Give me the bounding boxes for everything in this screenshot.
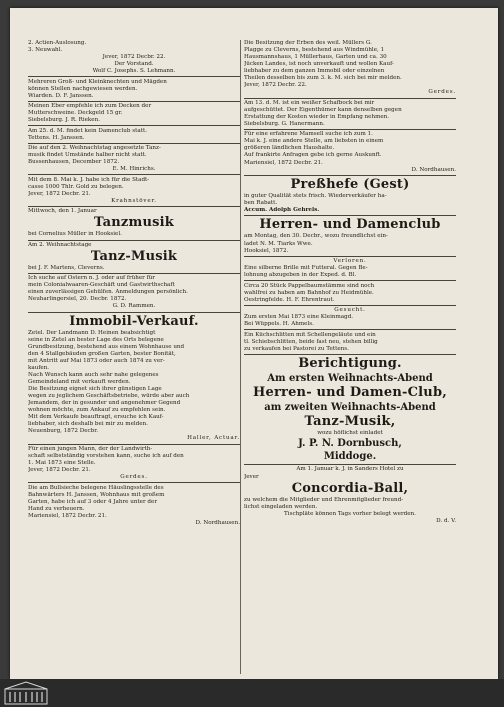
right-text-line: Am ersten Weihnachts-Abend (267, 373, 433, 385)
right-separator (244, 98, 456, 99)
right-text-line: Am 1. Januar k. J. in Sanders Hotel zu (296, 466, 404, 473)
left-text-line: wohnen möchte, zum Ankauf zu empfehlen sein. (28, 407, 166, 414)
right-text-line: Herren- und Damen-Club, (253, 385, 447, 401)
left-text-line: Siebelsburg. J. R. Rieken. (28, 117, 100, 124)
left-text-line: können Stellen nachgewiesen werden. (28, 85, 138, 92)
right-text-line: tl. Schiebschlitten, beide fast neu, stehen billig (244, 338, 378, 345)
right-separator (244, 256, 456, 257)
right-text-line: Mai k. J. eine andere Stelle, am liebsten in einem (244, 138, 384, 145)
right-text-line: zu verkaufen bei Pastorei zu Tettens. (244, 345, 349, 352)
left-separator (28, 482, 240, 483)
left-text-line: Jever, 1872 Decbr. 21. (28, 467, 91, 474)
left-text-line: Mit dem Verkaufe beauftragt, ersuche ich Kauf- (28, 414, 164, 421)
right-text-line: Die Besitzung der Erben des weil. Müllers G. (244, 40, 372, 46)
left-text-line: Gemeindeland mit verkauft werden. (28, 379, 131, 386)
left-text-line: D. Nordhausen. (195, 519, 240, 526)
left-text-line: bei J. F. Martens, Cleverns. (28, 264, 105, 271)
left-text-line: Am 2. Weihnachtstage (28, 241, 92, 248)
left-separator (28, 444, 240, 445)
right-text-line: Auf frankirte Anfragen gebe ich gerne Auskunft. (244, 152, 382, 159)
left-text-line: liebhaber, sich deshalb bei mir zu melden. (28, 421, 148, 428)
right-separator (244, 280, 456, 281)
left-text-line: 2. Actien-Auslosung. (28, 40, 87, 46)
left-text-line: Bussenhausen, December 1872. (28, 159, 120, 166)
right-text-line: Verloren. (333, 258, 367, 264)
left-text-line: mein Colonialwaaren-Geschäft und Gastwirthschaft (28, 282, 175, 289)
right-separator (244, 329, 456, 330)
right-text-line: Bei Wüppels. H. Ahmels. (244, 321, 314, 328)
column-divider (240, 40, 241, 674)
left-text-line: einen zuverlässigen Gehülfen. Anmeldungen persönlich. (28, 289, 188, 296)
right-text-line: Middoge. (323, 451, 377, 463)
left-text-line: G. D. Rammen. (112, 303, 156, 310)
left-separator (28, 206, 240, 207)
left-text-line: Jever, 1872 Decbr. 21. (28, 190, 91, 197)
right-column (244, 40, 456, 674)
left-text-line: 3. Neuwahl. (28, 47, 63, 54)
left-text-line: mit Antritt auf Mai 1873 oder auch 1874 zu ver- (28, 357, 165, 364)
left-text-line: 1. Mai 1873 eine Stelle. (28, 460, 96, 466)
right-text-line: lichst eingeladen werden. (244, 503, 318, 510)
right-text-line: Siebelsburg. G. Hanermann. (244, 120, 325, 127)
right-text-line: D. d. V. (436, 517, 456, 524)
right-text-line: Am 13. d. M. ist ein weißer Schafbock bei mir (244, 99, 375, 106)
left-text-line: musik findet Umstände halber nicht statt. (28, 152, 147, 159)
right-text-line: Preßhefe (Gest) (290, 176, 410, 192)
right-text-line: wahlfrei zu haben am Bahnhof zu Heidmühle. (244, 289, 374, 296)
left-text-line: Neuenburg, 1872 Decbr. (28, 428, 99, 435)
right-text-line: Gesucht. (334, 307, 366, 314)
right-text-line: Accum. Adolph Gehrels. (244, 207, 320, 214)
left-text-line: Grundbesitzung, bestehend aus einem Wohnhause und (28, 343, 185, 350)
left-text-line: wegen zu jeglichem Geschäftsbetriebe, würde aber auch (28, 393, 190, 400)
right-text-line: Zum ersten Mai 1873 eine Kleinmagd. (244, 314, 354, 321)
right-text-line: Jever, 1872 Decbr. 22. (244, 82, 307, 89)
right-text-line: liebhaber zu dem ganzen Immobil oder einzelnen (244, 68, 385, 75)
left-text-line: kaufen. (28, 365, 50, 372)
right-text-line: Tanz-Musik, (304, 414, 396, 430)
left-text-line: Hand zu verheuern. (28, 505, 85, 512)
left-separator (28, 125, 240, 126)
left-separator (28, 240, 240, 241)
left-text-line: den 4 Stallgebäuden großen Garten, bester Bonität, (28, 350, 176, 357)
right-text-line: Tischpläte können Tags vorher belegt werden. (284, 510, 416, 517)
left-column (28, 40, 240, 674)
left-text-line: seine in Zetel an bester Lage des Orts belegene (28, 336, 164, 343)
left-text-line: E. M. Hinrichs. (112, 166, 156, 173)
right-text-line: Ein Küchschlitten mit Schellengeläute und ein (244, 331, 376, 338)
right-text-line: am zweiten Weihnachts-Abend (264, 402, 436, 414)
right-separator (244, 175, 456, 176)
right-text-line: Hooksiel, 1872. (244, 247, 289, 254)
left-text-line: casse 1000 Thlr. Gold zu belegen. (28, 183, 124, 190)
right-text-line: ben Rabatt. (244, 200, 278, 207)
right-text-line: zu welchem die Mitglieder und Ehrenmitglieder freund- (244, 496, 404, 503)
left-text-line: Garten, habe ich auf 3 oder 4 Jahre unter der (28, 498, 157, 505)
right-text-line: am Montag, den 30. Decbr., wozu freundlichst ein- (244, 233, 388, 240)
left-text-line: bei Cornelius Müller in Hooksiel. (28, 231, 122, 238)
left-text-line: Nach Wunsch kann auch sehr nahe gelegenes (28, 372, 159, 379)
right-text-line: Erstattung der Kosten wieder in Empfang nehmen. (244, 113, 390, 120)
left-text-line: Ich suche auf Ostern n. J. oder auf früher für (28, 275, 155, 282)
left-text-line: Immobil-Verkauf. (69, 313, 199, 329)
left-text-line: Bahnwärters H. Janssen, Wohnhaus mit großem (28, 491, 165, 498)
left-text-line: Tettens. H. Janssen. (28, 134, 85, 141)
viewer-footer-bar (0, 679, 504, 707)
left-text-line: Mariensiel, 1872 Decbr. 21. (28, 512, 107, 519)
right-text-line: Circa 20 Stück Pappelbaumstämme sind noch (244, 282, 375, 289)
left-text-line: schaft selbstständig vorstehen kann, suche ich auf den (28, 452, 184, 459)
right-text-line: Oestringfelde. H. F. Ehrentraut. (244, 296, 335, 303)
right-text-line: J. P. N. Dornbusch, (298, 438, 402, 450)
left-text-line: Meinen Eber empfehle ich zum Decken der (28, 103, 152, 110)
right-text-line: D. Nordhausen. (411, 166, 456, 173)
right-separator (244, 129, 456, 130)
right-text-line: Berichtigung. (298, 356, 402, 372)
left-text-line: Mutterschweine. Deckgeld 15 gr. (28, 110, 123, 117)
left-separator (28, 273, 240, 274)
left-text-line: Die am Bullsieche belegene Häuslingsstelle des (28, 484, 164, 491)
left-separator (28, 101, 240, 102)
right-text-line: lohnung abzugeben in der Exped. d. Bl. (244, 272, 357, 279)
right-text-line: wozu höflichst einladet (317, 430, 383, 437)
right-text-line: Für eine erfahrene Mamsell suche ich zum 1. (244, 131, 373, 138)
right-text-line: Eine silberne Brille mit Futteral. Gegen Be- (244, 265, 368, 272)
right-text-line: aufgeschüttet. Der Eigenthümer kann denselben gegen (244, 106, 402, 113)
left-text-line: Mit dem 8. Mai k. J. habe ich für die Stadt- (28, 176, 150, 183)
right-separator (244, 305, 456, 306)
left-separator (28, 76, 240, 77)
right-text-line: Gerdes. (428, 89, 456, 96)
left-text-line: Die auf den 2. Weihnachtstag angesetzte Tanz- (28, 145, 161, 152)
left-text-line: Die Besitzung eignet sich ihrer günstigen Lage (28, 386, 162, 393)
left-text-line: Tanz-Musik (90, 248, 178, 264)
right-text-line: Hausmannshaus, 1 Müllerhaus, Garten und ca. 30 (244, 54, 387, 61)
right-text-line: Theilen desselben bis zum 3. k. M. sich bei mir melden. (244, 75, 402, 82)
left-text-line: Krahnstöver. (111, 197, 157, 204)
left-text-line: Wolf C. Josephs. S. Lehmann. (92, 68, 176, 75)
left-text-line: Wiarden. D. F. Janssen. (28, 92, 94, 99)
right-text-line: Plagge zu Cleverns, bestehend aus Windmühle, 1 (244, 47, 385, 54)
right-separator (244, 464, 456, 465)
left-text-line: Für einen jungen Mann, der der Landwirth- (28, 445, 153, 452)
right-text-line: Jücken Landes, ist noch unverkauft und wollen Kauf- (244, 61, 394, 68)
left-separator (28, 312, 240, 313)
left-text-line: Tanzmusik (94, 215, 174, 231)
right-text-line: in guter Qualität stets frisch. Wiederverkäufer ha- (244, 192, 387, 199)
left-separator (28, 174, 240, 175)
left-separator (28, 143, 240, 144)
right-text-line: Concordia-Ball, (291, 480, 409, 496)
right-text-line: Jever (244, 473, 259, 480)
right-separator (244, 354, 456, 355)
right-text-line: größeren ländlichen Haushalte. (244, 145, 335, 152)
left-text-line: Jemandem, der in gesunder und angenehmer Gegend (28, 400, 181, 407)
left-text-line: Mehreren Groß- und Kleinknechten und Mägden (28, 78, 167, 85)
left-text-line: Mittwoch, den 1. Januar (28, 208, 97, 215)
left-text-line: Am 25. d. M. findet kein Damenclub statt. (28, 127, 147, 134)
right-text-line: Herren- und Damenclub (259, 217, 441, 233)
right-text-line: ladet N. M. Tiarks Wwe. (244, 240, 313, 247)
right-separator (244, 215, 456, 216)
library-building-logo (4, 681, 48, 705)
right-text-line: Mariensiel, 1872 Decbr. 21. (244, 159, 323, 166)
left-text-line: Zetel. Der Landmann D. Heinen beabsichtigt (28, 329, 156, 336)
left-text-line: Haller, Actuar. (187, 435, 240, 442)
left-text-line: Der Vorstand. (114, 61, 154, 68)
left-text-line: Gerdes. (120, 474, 148, 481)
left-text-line: Jever, 1872 Decbr. 22. (102, 54, 166, 61)
newspaper-page (10, 8, 498, 679)
left-text-line: Neuharlingersiel, 20. Decbr. 1872. (28, 296, 127, 303)
